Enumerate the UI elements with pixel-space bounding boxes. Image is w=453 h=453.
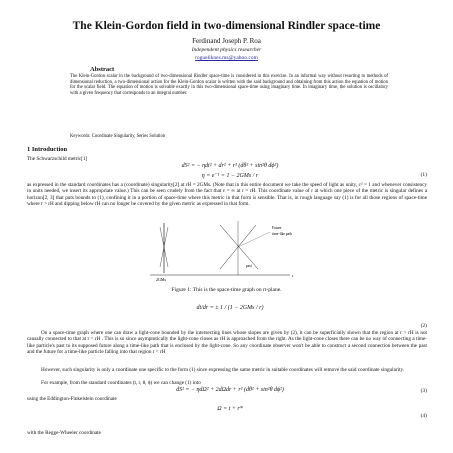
paragraph-5: using the Eddington-Finkelstein coordinate — [27, 396, 117, 402]
label-r-axis: r — [292, 273, 294, 278]
equation-3-number: (3) — [420, 388, 427, 394]
paragraph-3: However, such singularity is only a coordinate one specific to the form (1) since expressing the same metric in suitable coordinates will remove the said coordinate singularity. — [41, 367, 405, 373]
label-timelike-path: time-like path — [272, 232, 293, 236]
equation-1-line-2: η = e⁻¹ = 1 − 2GMs / r — [201, 173, 259, 179]
paragraph-6: with the Regge-Wheeler coordinate — [27, 430, 101, 436]
author-affiliation: Independent physics researcher — [191, 47, 262, 53]
paper-title: The Klein-Gordon field in two-dimensional Rindler space-time — [72, 20, 381, 32]
label-past: past — [246, 264, 252, 268]
abstract-text: The Klein-Gordon scalar in the background of two-dimensional Rindler space-time is considered in this exercise. In an informal way without resorting to methods of dimensional reduction, a two-dimensional action for the Klein-Gordon scalar is written with the said background and obtaining from this action the equation of motion for the scalar field. The equation of motion is solvable exactly in this two-dimensional space-time using imaginary time. In imaginary time, the solution is oscillatory with a given frequency that corresponds to an integral number. — [70, 74, 388, 96]
future-pointer — [238, 232, 270, 247]
paragraph-4: For example, from the standard coordinates (t, r, θ, ϕ) we can change (1) into — [41, 380, 201, 386]
author-name: Ferdinand Joseph P. Roa — [192, 37, 261, 45]
equation-2-number: (2) — [420, 323, 427, 329]
abstract-heading: Abstract — [90, 66, 115, 73]
keywords-line: Keywords: Coordinate Singularity, Series Solution — [70, 134, 166, 139]
paragraph-2: On a space-time graph where one can draw a light-cone bounded by the intersecting lines whose slopes are given by (2), it can be superficially shown that the region at r > rH is not causally connected to that at r < rH . This is so since asymptotically the light-cone closes as rH is approached from the right. As the light-cone closes there can be no way of connecting a time-like particle's past to its supposed future along a time-like path that is enclosed by the light-cone. So any coordinate observer won't be able to construct a second connection between the past and the future for a time-like particle falling into that region r < rH — [27, 330, 427, 355]
equation-2: dt/dr = ± 1 / (1 − 2GMs / r) — [196, 305, 264, 311]
label-horizon-axis: 2GMs — [156, 277, 167, 282]
figure-caption: Figure 1: This is the space-time graph on rt-plane. — [171, 287, 282, 293]
label-future: Future — [272, 226, 282, 230]
equation-4-number: (4) — [420, 413, 427, 419]
spacetime-figure — [150, 217, 310, 283]
equation-4: Ω = t + r* — [217, 406, 243, 412]
equation-3: dS² = − ηdΩ² + 2dΩdr + r² (dθ² + sin²θ dϕ²) — [176, 387, 284, 393]
section-heading: 1 Introduction — [27, 146, 68, 153]
equation-1-number: (1) — [420, 172, 427, 178]
paragraph-1: as expressed in the standard coordinates has a (coordinate) singularity[2] at rH = 2GMs. (Note that in this entire document we take the speed of light as unity, c² = 1 and whenever consistency in units needed, we insert its appropriate value.) This can be seen crudely from the fact that ε = ∞ at r = rH. This coordinate value of r at which one piece of the metric is singular defines a horizon[2, 3] that puts bounds to (1), confining it in a portion of space-time where this metric in that form is sensible. That is, in rough language say (1) is for all those regions of space-time where r > rH and dipping below rH can no longer be covered by the given metric as expressed in that form. — [27, 182, 427, 207]
equation-1-line-1: dS² = − ηdt² + dr² + r² (dθ² + sin²θ dϕ²) — [181, 163, 279, 169]
author-email-link[interactable]: rogueliknes.ms@yahoo.com — [195, 55, 258, 61]
intro-line: The Schwarzschild metric[1] — [27, 156, 88, 162]
